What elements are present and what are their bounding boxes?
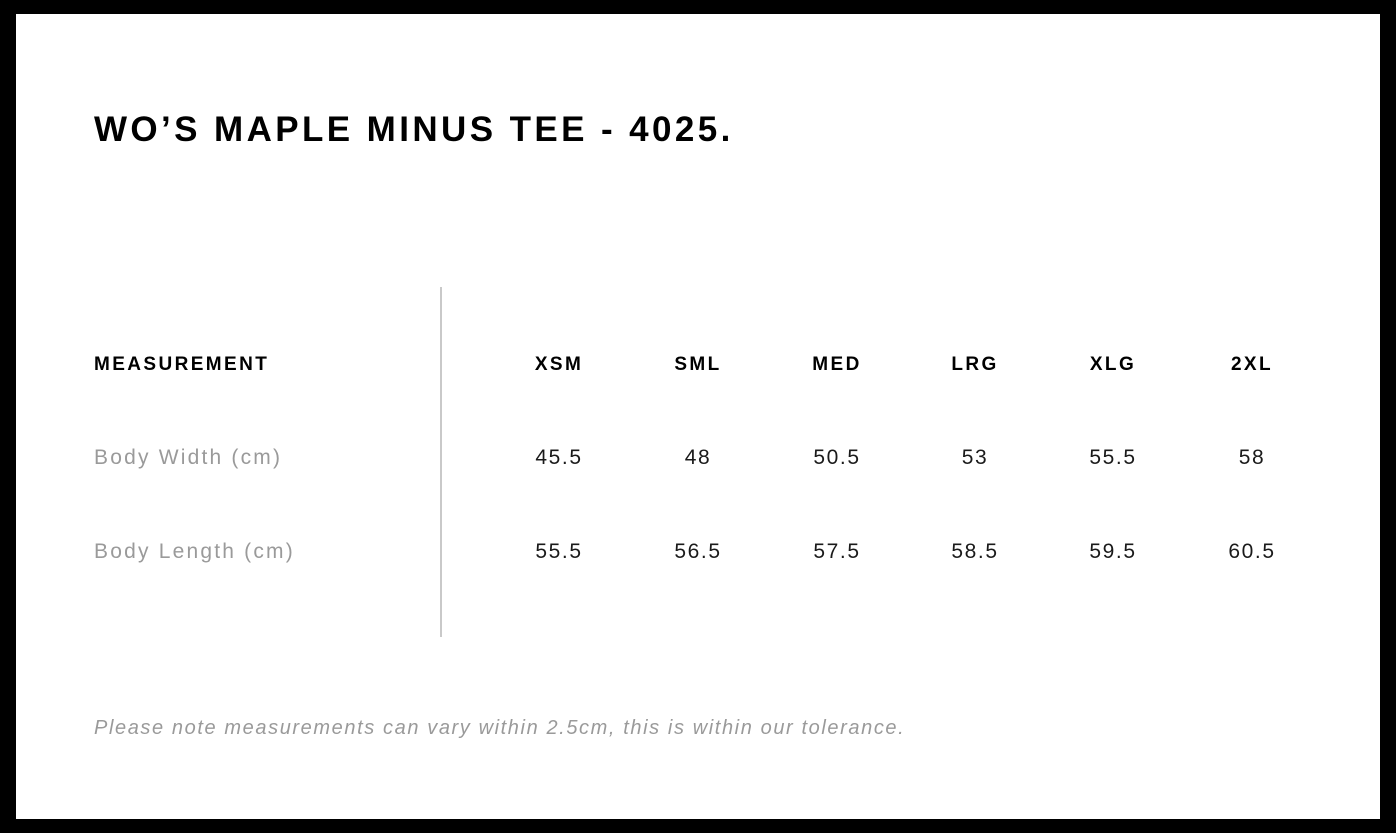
column-header-size-xlg: XLG [1089,354,1137,375]
cell-body-width-xsm: 45.5 [535,446,583,469]
cell-body-length-sml: 56.5 [674,540,722,563]
cell-body-width-2xl: 58 [1238,446,1266,469]
column-header-size-sml: SML [674,354,722,375]
size-chart-page [16,14,1380,819]
size-table [16,14,1380,819]
column-header-size-med: MED [812,354,862,375]
cell-body-width-sml: 48 [684,446,712,469]
page-title: WO’S MAPLE MINUS TEE - 4025. [94,110,734,149]
cell-body-length-xlg: 59.5 [1089,540,1137,563]
cell-body-width-med: 50.5 [813,446,861,469]
cell-body-length-med: 57.5 [813,540,861,563]
row-label-body-width: Body Width (cm) [94,446,283,469]
cell-body-width-xlg: 55.5 [1089,446,1137,469]
cell-body-length-lrg: 58.5 [951,540,999,563]
column-header-size-2xl: 2XL [1230,354,1274,375]
cell-body-length-xsm: 55.5 [535,540,583,563]
cell-body-width-lrg: 53 [961,446,989,469]
row-label-body-length: Body Length (cm) [94,540,295,563]
column-header-size-xsm: XSM [534,354,584,375]
column-header-size-lrg: LRG [951,354,999,375]
tolerance-note: Please note measurements can vary within 2.5cm, this is within our tolerance. [94,717,906,739]
cell-body-length-2xl: 60.5 [1228,540,1276,563]
column-header-measurement: MEASUREMENT [94,354,270,375]
